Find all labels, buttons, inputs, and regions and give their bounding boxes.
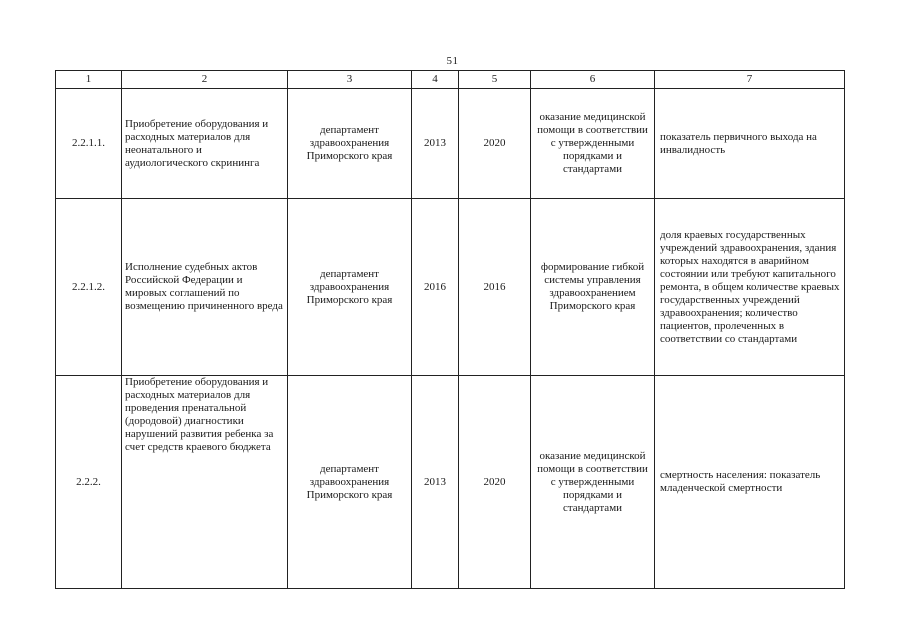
table-row [56, 376, 845, 589]
expected-result: оказание медицинской помощи в соответствии с утвержденными порядками и стандартами [531, 89, 655, 199]
end-year: 2020 [459, 376, 531, 589]
program-table [55, 70, 845, 589]
table-row [56, 89, 845, 199]
header-col-6: 6 [531, 71, 655, 89]
start-year: 2013 [412, 376, 459, 589]
header-col-1: 1 [56, 71, 122, 89]
header-col-4: 4 [412, 71, 459, 89]
activity-name: Приобретение оборудования и расходных материалов для неонатального и аудиологического скрининга [122, 89, 288, 199]
header-col-5: 5 [459, 71, 531, 89]
start-year: 2013 [412, 89, 459, 199]
indicator: смертность населения: показатель младенческой смертности [655, 376, 845, 589]
start-year: 2016 [412, 199, 459, 376]
indicator: показатель первичного выхода на инвалидность [655, 89, 845, 199]
activity-name: Исполнение судебных актов Российской Федерации и мировых соглашений по возмещению причиненного вреда [122, 199, 288, 376]
indicator: доля краевых государственных учреждений здравоохранения, здания которых находятся в аварийном состоянии или требуют капитального ремонта, в общем количестве краевых государственных учреждений здравоохранения; количество пациентов, пролеченных в соответствии со стандартами [655, 199, 845, 376]
header-col-7: 7 [655, 71, 845, 89]
end-year: 2020 [459, 89, 531, 199]
header-col-2: 2 [122, 71, 288, 89]
end-year: 2016 [459, 199, 531, 376]
table-row [56, 199, 845, 376]
row-number: 2.2.2. [56, 376, 122, 589]
executor: департамент здравоохранения Приморского края [288, 199, 412, 376]
header-col-3: 3 [288, 71, 412, 89]
page-number: 51 [446, 55, 459, 67]
header-row [56, 71, 845, 89]
row-number: 2.2.1.1. [56, 89, 122, 199]
row-number: 2.2.1.2. [56, 199, 122, 376]
activity-name: Приобретение оборудования и расходных материалов для проведения пренатальной (дородовой) диагностики нарушений развития ребенка за счет средств краевого бюджета [122, 376, 288, 589]
expected-result: формирование гибкой системы управления здравоохранением Приморского края [531, 199, 655, 376]
executor: департамент здравоохранения Приморского края [288, 376, 412, 589]
expected-result: оказание медицинской помощи в соответствии с утвержденными порядками и стандартами [531, 376, 655, 589]
executor: департамент здравоохранения Приморского края [288, 89, 412, 199]
